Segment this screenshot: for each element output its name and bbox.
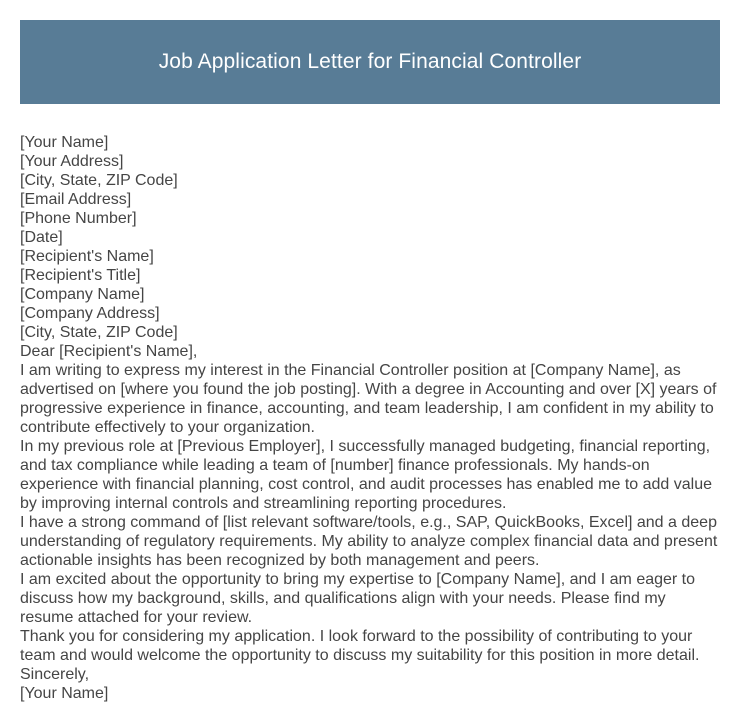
paragraph-line: resume attached for your review. — [20, 609, 253, 626]
paragraph-line: understanding of regulatory requirements. My ability to analyze complex financial data and present — [20, 533, 718, 550]
sender-address: [Your Address] — [20, 153, 124, 170]
paragraph-line: and tax compliance while leading a team of [number] finance professionals. My hands-on — [20, 457, 650, 474]
letter-body — [20, 133, 725, 703]
paragraph-line: I am writing to express my interest in the Financial Controller position at [Company Name], as — [20, 362, 681, 379]
paragraph-line: advertised on [where you found the job posting]. With a degree in Accounting and over [X] years of — [20, 381, 717, 398]
paragraph-line: team and would welcome the opportunity to discuss my suitability for this position in more detail. — [20, 647, 700, 664]
paragraph-line: discuss how my background, skills, and qualifications align with your needs. Please find my — [20, 590, 666, 607]
recipient-company-address: [Company Address] — [20, 305, 160, 322]
paragraph-line: actionable insights has been recognized by both management and peers. — [20, 552, 540, 569]
page-title: Job Application Letter for Financial Controller — [158, 50, 582, 73]
paragraph-line: contribute effectively to your organization. — [20, 419, 315, 436]
sender-block — [20, 133, 725, 247]
paragraph-line: Thank you for considering my application. I look forward to the possibility of contributing to your — [20, 628, 693, 645]
paragraph-line: progressive experience in finance, accounting, and team leadership, I am confident in my ability to — [20, 400, 714, 417]
recipient-block — [20, 247, 725, 342]
paragraph-line: In my previous role at [Previous Employer], I successfully managed budgeting, financial reporting, — [20, 438, 711, 455]
paragraph-line: experience with financial planning, cost control, and audit processes has enabled me to add value — [20, 476, 712, 493]
recipient-title: [Recipient's Title] — [20, 267, 141, 284]
paragraph-line: I am excited about the opportunity to bring my expertise to [Company Name], and I am eager to — [20, 571, 696, 588]
sender-city-state-zip: [City, State, ZIP Code] — [20, 172, 178, 189]
recipient-company: [Company Name] — [20, 286, 145, 303]
salutation: Dear [Recipient's Name], — [20, 343, 198, 360]
recipient-city-state-zip: [City, State, ZIP Code] — [20, 324, 178, 341]
letter-date: [Date] — [20, 229, 63, 246]
paragraph-intro — [20, 361, 725, 437]
sender-email: [Email Address] — [20, 191, 132, 208]
paragraph-skills — [20, 513, 725, 570]
recipient-name: [Recipient's Name] — [20, 248, 154, 265]
closing: Sincerely, — [20, 666, 90, 683]
paragraph-line: by improving internal controls and streamlining reporting procedures. — [20, 495, 507, 512]
sender-phone: [Phone Number] — [20, 210, 137, 227]
paragraph-motivation — [20, 570, 725, 627]
paragraph-line: I have a strong command of [list relevant software/tools, e.g., SAP, QuickBooks, Excel] and a deep — [20, 514, 717, 531]
paragraph-closing — [20, 627, 725, 665]
page-header — [20, 20, 720, 104]
sender-name: [Your Name] — [20, 134, 109, 151]
paragraph-experience — [20, 437, 725, 513]
signature: [Your Name] — [20, 685, 109, 702]
